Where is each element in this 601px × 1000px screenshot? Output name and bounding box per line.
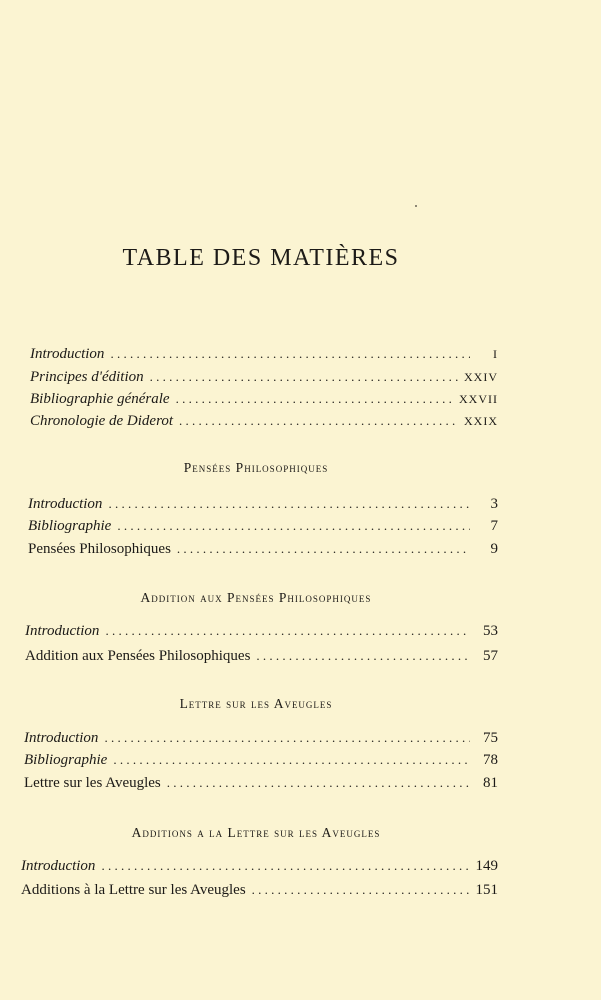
toc-entry-label: Introduction	[25, 623, 100, 639]
toc-entry-label: Bibliographie	[28, 518, 112, 534]
toc-entry-page: 81	[483, 775, 498, 791]
toc-entry-page: 9	[490, 541, 498, 557]
toc-entry-label: Bibliographie	[24, 752, 108, 768]
toc-entry-label: Chronologie de Diderot	[30, 413, 174, 429]
leader-dots	[110, 346, 470, 362]
toc-entry-label: Introduction	[21, 858, 96, 874]
leader-dots	[150, 369, 458, 385]
leader-dots	[105, 623, 470, 639]
leader-dots	[104, 730, 470, 746]
toc-entry-label: Pensées Philosophiques	[28, 541, 171, 557]
paper-speck	[415, 205, 417, 207]
section-heading: Lettre sur les Aveugles	[179, 696, 333, 711]
toc-entry-label: Principes d'édition	[30, 369, 144, 385]
toc-entry-page: 57	[483, 648, 498, 664]
toc-entry-label: Introduction	[24, 730, 99, 746]
toc-entry-page: XXVII	[459, 392, 498, 406]
leader-dots	[117, 518, 470, 534]
toc-entry[interactable]	[30, 369, 498, 386]
toc-entry-page: 7	[490, 518, 498, 534]
toc-entry[interactable]	[21, 858, 498, 875]
toc-entry-page: XXIX	[464, 414, 498, 428]
leader-dots	[176, 391, 453, 407]
toc-entry-label: Bibliographie générale	[30, 391, 170, 407]
toc-entry-page: 151	[475, 882, 498, 898]
section-heading: Pensées Philosophiques	[183, 460, 329, 475]
toc-entry[interactable]	[25, 648, 498, 665]
toc-entry-page: XXIV	[464, 370, 498, 384]
leader-dots	[167, 775, 470, 791]
toc-entry[interactable]	[28, 541, 498, 558]
section-heading: Addition aux Pensées Philosophiques	[140, 590, 372, 605]
toc-entry[interactable]	[30, 413, 498, 430]
leader-dots	[108, 496, 470, 512]
toc-entry-page: 3	[490, 496, 498, 512]
leader-dots	[101, 858, 469, 874]
toc-entry[interactable]	[28, 496, 498, 513]
leader-dots	[252, 882, 470, 898]
toc-entry[interactable]	[24, 730, 498, 747]
leader-dots	[179, 413, 458, 429]
toc-entry[interactable]	[24, 752, 498, 769]
toc-entry-label: Addition aux Pensées Philosophiques	[25, 648, 251, 664]
toc-entry-page: 53	[483, 623, 498, 639]
toc-entry[interactable]	[30, 391, 498, 408]
toc-entry[interactable]	[21, 882, 498, 899]
toc-entry[interactable]	[25, 623, 498, 640]
toc-entry[interactable]	[24, 775, 498, 792]
toc-entry[interactable]	[30, 346, 498, 363]
leader-dots	[177, 541, 470, 557]
toc-entry-label: Introduction	[30, 346, 105, 362]
section-heading: Additions a la Lettre sur les Aveugles	[131, 825, 381, 840]
toc-entry-label: Introduction	[28, 496, 103, 512]
toc-entry-label: Lettre sur les Aveugles	[24, 775, 161, 791]
toc-entry-label: Additions à la Lettre sur les Aveugles	[21, 882, 246, 898]
page-title: TABLE DES MATIÈRES	[122, 245, 400, 271]
toc-entry[interactable]	[28, 518, 498, 535]
toc-entry-page: 78	[483, 752, 498, 768]
leader-dots	[256, 648, 470, 664]
toc-entry-page: 149	[475, 858, 498, 874]
toc-entry-page: 75	[483, 730, 498, 746]
leader-dots	[113, 752, 470, 768]
toc-entry-page: I	[493, 347, 498, 361]
